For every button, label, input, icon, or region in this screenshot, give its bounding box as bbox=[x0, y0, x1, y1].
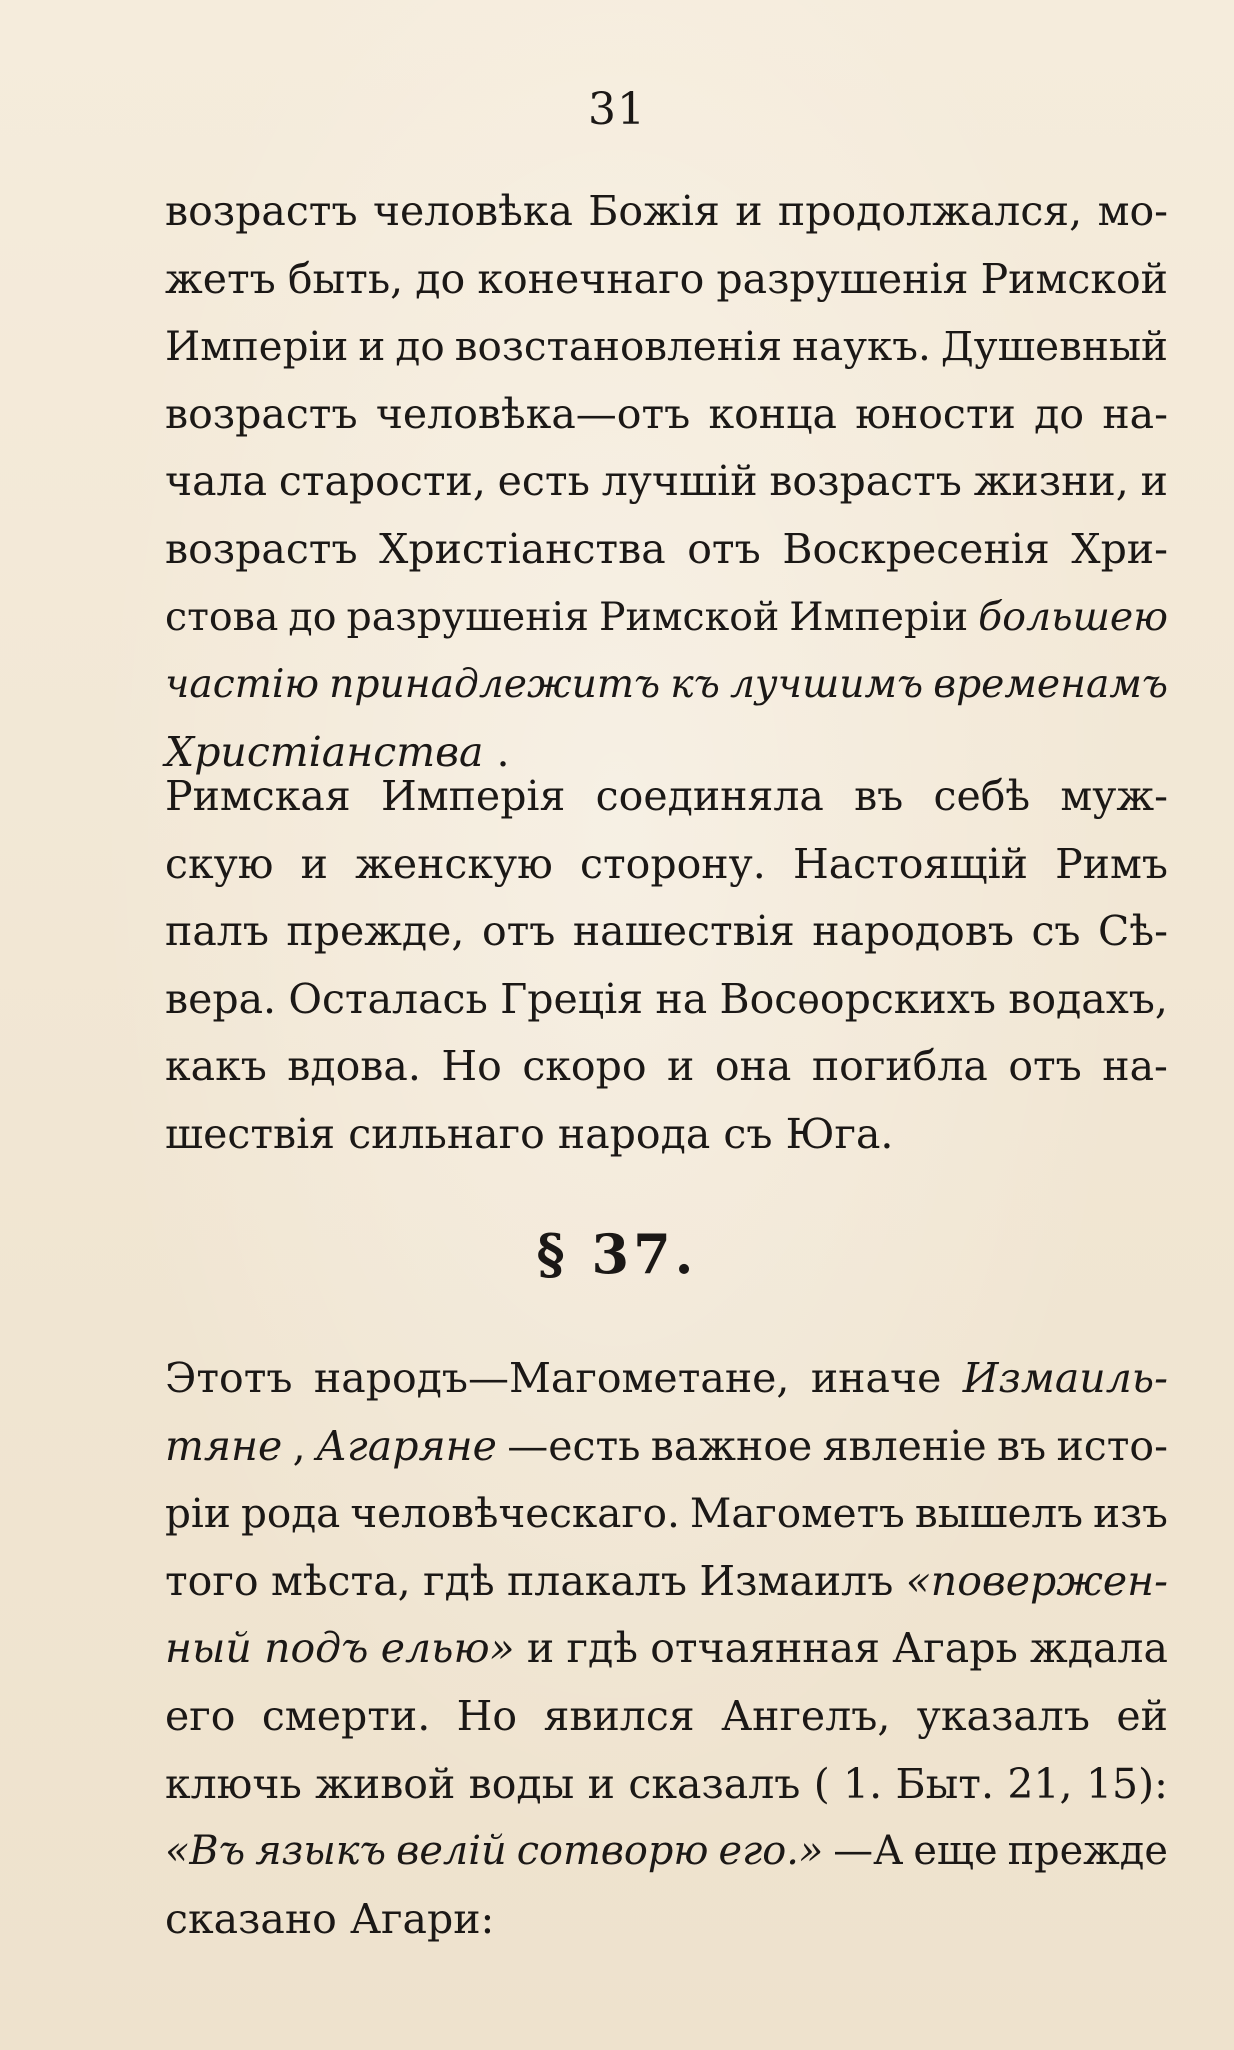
word: она bbox=[714, 1042, 792, 1091]
word: возстановленія bbox=[454, 322, 783, 371]
word: воды bbox=[468, 1759, 575, 1808]
text-line bbox=[165, 381, 1168, 449]
word: «повержен- bbox=[905, 1556, 1168, 1605]
word: старости, bbox=[278, 457, 486, 506]
word: Имперія bbox=[380, 772, 566, 820]
text-line bbox=[165, 966, 1168, 1034]
word: Хри- bbox=[1071, 524, 1168, 573]
word: гдѣ bbox=[566, 1624, 638, 1673]
word: лучшій bbox=[601, 457, 758, 506]
text-line bbox=[165, 1101, 1168, 1169]
word: вдова. bbox=[287, 1042, 421, 1091]
word: Воскресенія bbox=[782, 524, 1050, 573]
text-line bbox=[165, 516, 1168, 584]
text-line bbox=[165, 313, 1168, 381]
text-line bbox=[165, 1886, 1168, 1954]
word: Божія bbox=[588, 187, 720, 235]
word: вера. bbox=[165, 974, 277, 1023]
word: человѣка bbox=[372, 187, 573, 235]
text-line bbox=[165, 898, 1168, 966]
text-line bbox=[165, 1818, 1168, 1886]
word: исто- bbox=[1056, 1421, 1168, 1470]
word: скоро bbox=[522, 1042, 647, 1091]
word: и bbox=[526, 1624, 555, 1673]
text-line bbox=[165, 1413, 1168, 1481]
word: Восѳорскихъ bbox=[719, 974, 996, 1023]
word: прежде bbox=[1007, 1828, 1168, 1875]
word: Римъ bbox=[1055, 839, 1168, 888]
paragraph bbox=[165, 1345, 1168, 1953]
word: Христіанства bbox=[379, 524, 666, 573]
word: явился bbox=[543, 1691, 695, 1740]
word: ей bbox=[1116, 1691, 1168, 1740]
word: важное bbox=[650, 1421, 813, 1470]
word: шествія bbox=[165, 1109, 336, 1158]
word: въ bbox=[854, 772, 904, 820]
word: и bbox=[358, 322, 386, 371]
word: Измаилъ bbox=[699, 1556, 894, 1605]
word: до bbox=[415, 254, 466, 303]
word: языкъ bbox=[255, 1828, 387, 1875]
text-line bbox=[165, 1033, 1168, 1101]
text-line bbox=[165, 1751, 1168, 1819]
text-line bbox=[165, 178, 1168, 246]
word: гдѣ bbox=[423, 1556, 495, 1605]
word: его.» bbox=[718, 1828, 824, 1875]
word: велій bbox=[396, 1828, 507, 1875]
word: возрастъ bbox=[165, 389, 358, 438]
word: народовъ bbox=[812, 907, 1014, 956]
word: палъ bbox=[165, 907, 269, 956]
word: до bbox=[1034, 389, 1085, 438]
word: ріи bbox=[165, 1489, 231, 1538]
word: водахъ, bbox=[1008, 974, 1168, 1023]
word: себѣ bbox=[933, 772, 1031, 820]
word: Этотъ bbox=[165, 1354, 293, 1402]
word: продолжался, bbox=[777, 187, 1083, 235]
word: вышелъ bbox=[914, 1489, 1084, 1538]
word: изъ bbox=[1093, 1489, 1168, 1538]
word: —есть bbox=[507, 1421, 641, 1470]
word: наукъ. bbox=[792, 322, 931, 371]
word: тяне bbox=[165, 1421, 283, 1470]
word: ждала bbox=[1030, 1624, 1168, 1673]
word: конечнаго bbox=[477, 254, 705, 303]
word: возрастъ bbox=[165, 187, 358, 235]
paragraph bbox=[165, 178, 1168, 786]
word: еще bbox=[913, 1828, 998, 1875]
text-line bbox=[165, 1345, 1168, 1413]
word: прежде, bbox=[286, 907, 465, 956]
word: сторону. bbox=[580, 839, 766, 888]
word: иначе bbox=[810, 1354, 942, 1402]
word: есть bbox=[497, 457, 590, 506]
word: человѣческаго. bbox=[350, 1489, 680, 1538]
word: Имперіи bbox=[789, 593, 969, 640]
word: Сѣ- bbox=[1097, 907, 1168, 956]
word: Настоящій bbox=[792, 839, 1028, 888]
word: скую bbox=[165, 839, 274, 888]
word: и bbox=[735, 187, 763, 235]
word: до bbox=[288, 593, 337, 640]
word: , bbox=[292, 1421, 306, 1470]
word: Быт. bbox=[895, 1759, 995, 1808]
word: указалъ bbox=[916, 1691, 1090, 1740]
word: чала bbox=[165, 457, 268, 506]
word: къ bbox=[670, 662, 720, 708]
word: плакалъ bbox=[506, 1556, 687, 1605]
word: возрастъ bbox=[769, 457, 962, 506]
word: Юга. bbox=[785, 1109, 894, 1158]
word: Греція bbox=[500, 974, 644, 1023]
word: Имперіи bbox=[165, 322, 349, 371]
word: женскую bbox=[355, 839, 553, 888]
word: юности bbox=[855, 389, 1016, 438]
word: конца bbox=[708, 389, 837, 438]
word: какъ bbox=[165, 1042, 267, 1091]
word: Римской bbox=[599, 593, 780, 640]
word: 21, bbox=[1007, 1759, 1073, 1808]
word: народъ—Магометане, bbox=[313, 1354, 790, 1402]
word: погибла bbox=[811, 1042, 988, 1091]
word: Но bbox=[441, 1042, 502, 1091]
paragraph bbox=[165, 763, 1168, 1169]
word: Римская bbox=[165, 772, 351, 820]
word: явленіе bbox=[822, 1421, 987, 1470]
word: сказано bbox=[165, 1894, 337, 1943]
word: народа bbox=[557, 1109, 711, 1158]
word: Римской bbox=[980, 254, 1168, 303]
word: и bbox=[300, 839, 328, 888]
word: того bbox=[165, 1556, 259, 1605]
word: ключь bbox=[165, 1759, 302, 1808]
word: Агарь bbox=[892, 1624, 1018, 1673]
word: на- bbox=[1102, 1042, 1168, 1091]
word: стова bbox=[165, 593, 279, 640]
word: принадлежитъ bbox=[329, 662, 661, 708]
word: —А bbox=[833, 1828, 904, 1875]
text-line bbox=[165, 1615, 1168, 1683]
word: на- bbox=[1102, 389, 1168, 438]
word: его bbox=[165, 1691, 236, 1740]
word: мо- bbox=[1097, 187, 1168, 235]
word: разрушенія bbox=[346, 593, 589, 640]
word: нашествія bbox=[572, 907, 795, 956]
word: человѣка—отъ bbox=[375, 389, 691, 438]
word: сотворю bbox=[516, 1828, 709, 1875]
word: подъ bbox=[264, 1624, 369, 1673]
text-line bbox=[165, 448, 1168, 516]
text-line bbox=[165, 651, 1168, 719]
word: жизни, bbox=[973, 457, 1129, 506]
word: мѣста, bbox=[270, 1556, 411, 1605]
text-line bbox=[165, 1683, 1168, 1751]
word: Агаряне bbox=[316, 1421, 497, 1470]
text-line bbox=[165, 1548, 1168, 1616]
word: отчаянная bbox=[650, 1624, 880, 1673]
word: рода bbox=[240, 1489, 341, 1538]
page-number: 31 bbox=[588, 84, 646, 135]
word: Осталась bbox=[288, 974, 488, 1023]
word: возрастъ bbox=[165, 524, 358, 573]
word: ный bbox=[165, 1624, 252, 1673]
word: Ангелъ, bbox=[721, 1691, 891, 1740]
word: Душевный bbox=[940, 322, 1168, 371]
word: 15): bbox=[1085, 1759, 1168, 1808]
word: разрушенія bbox=[716, 254, 969, 303]
word: и bbox=[1140, 457, 1168, 506]
word: лучшимъ bbox=[729, 662, 924, 708]
word: отъ bbox=[481, 907, 556, 956]
word: въ bbox=[996, 1421, 1047, 1470]
word: . bbox=[496, 727, 510, 776]
word: сильнаго bbox=[348, 1109, 545, 1158]
text-line bbox=[165, 246, 1168, 314]
word: живой bbox=[315, 1759, 456, 1808]
word: большею bbox=[978, 593, 1168, 640]
word: частію bbox=[165, 662, 320, 708]
word: и bbox=[667, 1042, 695, 1091]
word: соединяла bbox=[595, 772, 824, 820]
word: муж- bbox=[1060, 772, 1168, 820]
word: жетъ bbox=[165, 254, 276, 303]
word: 1. bbox=[843, 1759, 883, 1808]
word: быть, bbox=[287, 254, 404, 303]
word: съ bbox=[723, 1109, 773, 1158]
word: съ bbox=[1031, 907, 1081, 956]
text-line bbox=[165, 763, 1168, 831]
word: «Въ bbox=[165, 1828, 246, 1875]
word: отъ bbox=[1008, 1042, 1082, 1091]
word: до bbox=[395, 322, 445, 371]
word: отъ bbox=[687, 524, 761, 573]
word: ( bbox=[813, 1759, 830, 1808]
word: Магометъ bbox=[689, 1489, 905, 1538]
word: Агари: bbox=[349, 1894, 495, 1943]
text-line bbox=[165, 1480, 1168, 1548]
word: елью» bbox=[380, 1624, 515, 1673]
word: сказалъ bbox=[628, 1759, 801, 1808]
word: смерти. bbox=[261, 1691, 431, 1740]
word: Но bbox=[456, 1691, 518, 1740]
word: на bbox=[655, 974, 708, 1023]
word: временамъ bbox=[933, 662, 1168, 708]
section-heading: § 37. bbox=[536, 1222, 698, 1286]
word: Измаиль- bbox=[962, 1354, 1168, 1402]
word: Христіанства bbox=[165, 727, 484, 776]
word: и bbox=[587, 1759, 615, 1808]
text-line bbox=[165, 831, 1168, 899]
text-line bbox=[165, 584, 1168, 652]
